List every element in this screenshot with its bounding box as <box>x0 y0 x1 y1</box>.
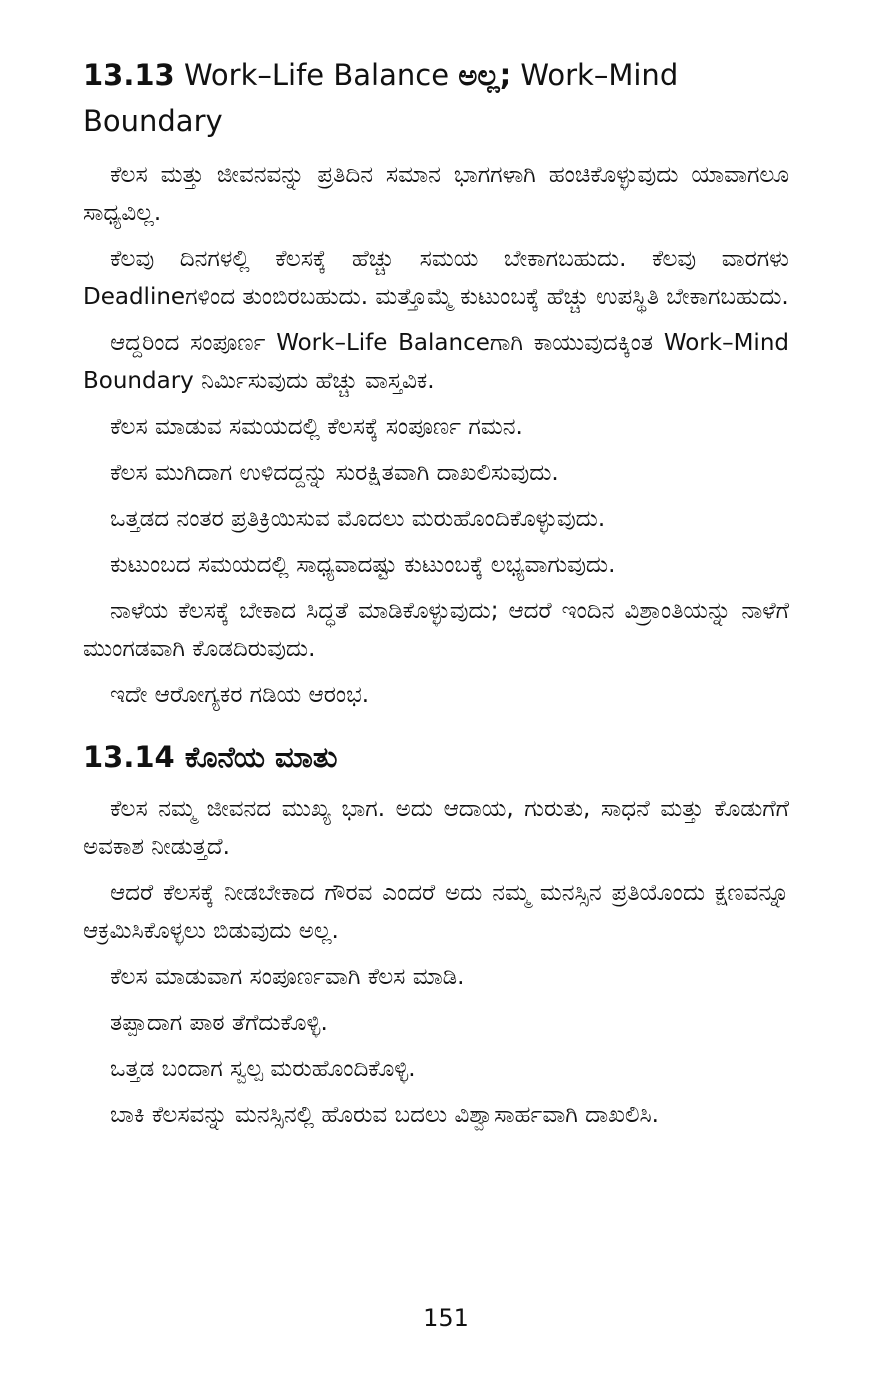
paragraph: ತಪ್ಪಾದಾಗ ಪಾಠ ತೆಗೆದುಕೊಳ್ಳಿ. <box>110 1010 328 1036</box>
paragraph: ಕೆಲಸ ಮಾಡುವ ಸಮಯದಲ್ಲಿ ಕೆಲಸಕ್ಕೆ ಸಂಪೂರ್ಣ ಗಮನ. <box>110 414 523 440</box>
page-number: 151 <box>423 1304 469 1332</box>
section-number: 13.14 <box>83 740 175 774</box>
section-heading-13-13 <box>83 52 789 144</box>
page-content <box>83 52 789 1142</box>
paragraph: ಆದ್ದರಿಂದ ಸಂಪೂರ್ಣ Work–Life Balanceಗಾಗಿ ಕಾಯುವುದಕ್ಕಿಂತ Work–Mind Boundary ನಿರ್ಮಿಸುವುದು ಹೆಚ್ಚು ವಾಸ್ತವಿಕ. <box>83 330 789 394</box>
paragraph: ಒತ್ತಡ ಬಂದಾಗ ಸ್ವಲ್ಪ ಮರುಹೊಂದಿಕೊಳ್ಳಿ. <box>110 1056 416 1082</box>
section-number: 13.13 <box>83 58 175 92</box>
section-title-part-3: Work–Mind Boundary <box>83 58 679 138</box>
section-heading-13-14 <box>83 734 789 780</box>
paragraph: ಕೆಲಸ ನಮ್ಮ ಜೀವನದ ಮುಖ್ಯ ಭಾಗ. ಅದು ಆದಾಯ, ಗುರುತು, ಸಾಧನೆ ಮತ್ತು ಕೊಡುಗೆಗೆ ಅವಕಾಶ ನೀಡುತ್ತದೆ. <box>83 796 789 860</box>
paragraph: ಒತ್ತಡದ ನಂತರ ಪ್ರತಿಕ್ರಿಯಿಸುವ ಮೊದಲು ಮರುಹೊಂದಿಕೊಳ್ಳುವುದು. <box>110 506 606 532</box>
paragraph: ನಾಳೆಯ ಕೆಲಸಕ್ಕೆ ಬೇಕಾದ ಸಿದ್ಧತೆ ಮಾಡಿಕೊಳ್ಳುವುದು; ಆದರೆ ಇಂದಿನ ವಿಶ್ರಾಂತಿಯನ್ನು ನಾಳೆಗೆ ಮುಂಗಡವಾಗಿ ಕೊಡದಿರುವುದು. <box>83 598 789 662</box>
paragraph: ಬಾಕಿ ಕೆಲಸವನ್ನು ಮನಸ್ಸಿನಲ್ಲಿ ಹೊರುವ ಬದಲು ವಿಶ್ವಾಸಾರ್ಹವಾಗಿ ದಾಖಲಿಸಿ. <box>110 1102 659 1128</box>
paragraph: ಕುಟುಂಬದ ಸಮಯದಲ್ಲಿ ಸಾಧ್ಯವಾದಷ್ಟು ಕುಟುಂಬಕ್ಕೆ ಲಭ್ಯವಾಗುವುದು. <box>110 552 616 578</box>
paragraph: ಕೆಲವು ದಿನಗಳಲ್ಲಿ ಕೆಲಸಕ್ಕೆ ಹೆಚ್ಚು ಸಮಯ ಬೇಕಾಗಬಹುದು. ಕೆಲವು ವಾರಗಳು Deadlineಗಳಿಂದ ತುಂಬಿರಬಹುದು. ಮತ್ತೊಮ್ಮೆ ಕುಟುಂಬಕ್ಕೆ ಹೆಚ್ಚು ಉಪಸ್ಥಿತಿ ಬೇಕಾಗಬಹುದು. <box>83 246 789 310</box>
section-title-part-1: Work–Life Balance <box>174 58 459 92</box>
section-title-part-2: ಅಲ್ಲ; <box>458 58 512 92</box>
paragraph: ಇದೇ ಆರೋಗ್ಯಕರ ಗಡಿಯ ಆರಂಭ. <box>110 682 370 708</box>
paragraph: ಆದರೆ ಕೆಲಸಕ್ಕೆ ನೀಡಬೇಕಾದ ಗೌರವ ಎಂದರೆ ಅದು ನಮ್ಮ ಮನಸ್ಸಿನ ಪ್ರತಿಯೊಂದು ಕ್ಷಣವನ್ನೂ ಆಕ್ರಮಿಸಿಕೊಳ್ಳಲು ಬಿಡುವುದು ಅಲ್ಲ. <box>83 880 789 944</box>
paragraph: ಕೆಲಸ ಮುಗಿದಾಗ ಉಳಿದದ್ದನ್ನು ಸುರಕ್ಷಿತವಾಗಿ ದಾಖಲಿಸುವುದು. <box>110 460 559 486</box>
paragraph: ಕೆಲಸ ಮಾಡುವಾಗ ಸಂಪೂರ್ಣವಾಗಿ ಕೆಲಸ ಮಾಡಿ. <box>110 964 465 990</box>
section-title: ಕೊನೆಯ ಮಾತು <box>174 740 338 774</box>
paragraph: ಕೆಲಸ ಮತ್ತು ಜೀವನವನ್ನು ಪ್ರತಿದಿನ ಸಮಾನ ಭಾಗಗಳಾಗಿ ಹಂಚಿಕೊಳ್ಳುವುದು ಯಾವಾಗಲೂ ಸಾಧ್ಯವಿಲ್ಲ. <box>83 162 789 226</box>
